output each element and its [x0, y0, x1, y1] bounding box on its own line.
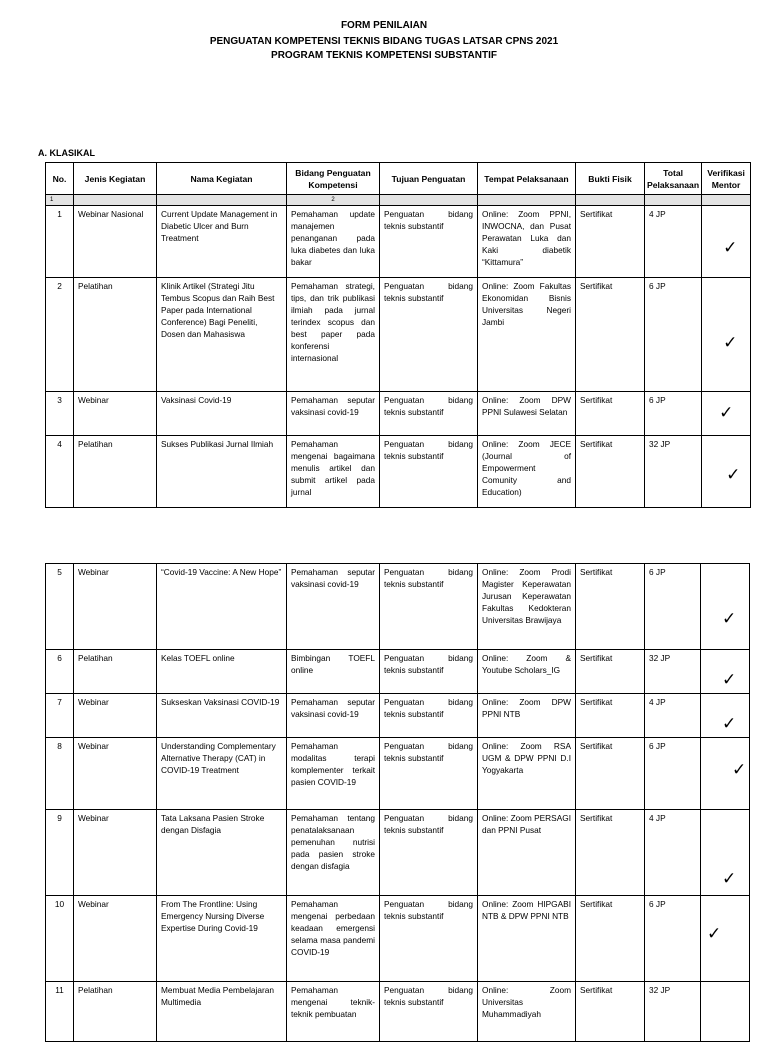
- strengthening-goal: Penguatan bidang teknis substantif: [380, 392, 478, 436]
- total-hours: 4 JP: [645, 810, 701, 896]
- total-hours: 6 JP: [645, 392, 702, 436]
- section-heading: A. KLASIKAL: [38, 148, 95, 158]
- strengthening-goal: Penguatan bidang teknis substantif: [380, 650, 478, 694]
- evidence: Sertifikat: [576, 436, 645, 508]
- venue: Online: Zoom DPW PPNI NTB: [478, 694, 576, 738]
- total-hours: 6 JP: [645, 896, 701, 982]
- activity-name: Kelas TOEFL online: [157, 650, 287, 694]
- table-row: [46, 896, 750, 982]
- table-row: [46, 810, 750, 896]
- row-number: 7: [46, 694, 74, 738]
- activity-type: Pelatihan: [74, 650, 157, 694]
- table-row: [46, 436, 751, 508]
- competency-field: Pemahaman update manajemen penanganan pada luka diabetes dan luka bakar: [287, 206, 380, 278]
- column-header-no: No.: [46, 163, 74, 195]
- strengthening-goal: Penguatan bidang teknis substantif: [380, 436, 478, 508]
- evidence: Sertifikat: [576, 278, 645, 392]
- competency-field: Pemahaman seputar vaksinasi covid-19: [287, 564, 380, 650]
- competency-field: Pemahaman mengenai bagaimana menulis artikel dan submit artikel pada jurnal: [287, 436, 380, 508]
- row-number: 10: [46, 896, 74, 982]
- activity-name: Sukseskan Vaksinasi COVID-19: [157, 694, 287, 738]
- check-mark-icon: ✓: [722, 714, 737, 734]
- mentor-verification: [701, 810, 750, 896]
- row-number: 3: [46, 392, 74, 436]
- activity-name: Klinik Artikel (Strategi Jitu Tembus Scopus dan Raih Best Paper pada International Conference) Bagi Peneliti, Dosen dan Mahasiswa: [157, 278, 287, 392]
- total-hours: 4 JP: [645, 206, 702, 278]
- column-header-bukti: Bukti Fisik: [576, 163, 645, 195]
- activity-name: Membuat Media Pembelajaran Multimedia: [157, 982, 287, 1042]
- column-header-verifikasi: Verifikasi Mentor: [702, 163, 751, 195]
- form-program: PROGRAM TEKNIS KOMPETENSI SUBSTANTIF: [271, 50, 497, 61]
- evidence: Sertifikat: [576, 206, 645, 278]
- table-row: [46, 392, 751, 436]
- strengthening-goal: Penguatan bidang teknis substantif: [380, 810, 478, 896]
- mentor-verification: [701, 694, 750, 738]
- check-mark-icon: ✓: [723, 238, 738, 258]
- form-title: FORM PENILAIAN: [340, 20, 428, 31]
- venue: Online: Zoom PPNI, INWOCNA, dan Pusat Perawatan Luka dan Kaki diabetik “Kittamura”: [478, 206, 576, 278]
- activity-type: Webinar: [74, 810, 157, 896]
- activity-type: Webinar: [74, 896, 157, 982]
- evidence: Sertifikat: [576, 896, 645, 982]
- column-header-tempat: Tempat Pelaksanaan: [478, 163, 576, 195]
- activity-type: Pelatihan: [74, 278, 157, 392]
- venue: Online: Zoom & Youtube Scholars_IG: [478, 650, 576, 694]
- mentor-verification: [702, 436, 751, 508]
- activity-name: From The Frontline: Using Emergency Nursing Diverse Expertise During Covid-19: [157, 896, 287, 982]
- competency-field: Pemahaman mengenai perbedaan keadaan emergensi selama masa pandemi COVID-19: [287, 896, 380, 982]
- activity-type: Pelatihan: [74, 982, 157, 1042]
- evidence: Sertifikat: [576, 810, 645, 896]
- evidence: Sertifikat: [576, 982, 645, 1042]
- form-subtitle: PENGUATAN KOMPETENSI TEKNIS BIDANG TUGAS LATSAR CPNS 2021: [209, 36, 559, 47]
- activity-type: Webinar: [74, 564, 157, 650]
- activity-type: Webinar: [74, 694, 157, 738]
- check-mark-icon: ✓: [722, 869, 737, 889]
- activity-name: Understanding Complementary Alternative Therapy (CAT) in COVID-19 Treatment: [157, 738, 287, 810]
- activity-name: Sukses Publikasi Jurnal Ilmiah: [157, 436, 287, 508]
- check-mark-icon: ✓: [723, 333, 738, 353]
- table-row: [46, 738, 750, 810]
- total-hours: 6 JP: [645, 278, 702, 392]
- venue: Online: Zoom RSA UGM & DPW PPNI D.I Yogyakarta: [478, 738, 576, 810]
- assessment-table-part-1: [45, 162, 751, 508]
- evidence: Sertifikat: [576, 694, 645, 738]
- activity-type: Webinar Nasional: [74, 206, 157, 278]
- check-mark-icon: ✓: [722, 670, 737, 690]
- total-hours: 4 JP: [645, 694, 701, 738]
- competency-field: Pemahaman seputar vaksinasi covid-19: [287, 694, 380, 738]
- row-number: 11: [46, 982, 74, 1042]
- competency-field: Pemahaman mengenai teknik-teknik pembuatan: [287, 982, 380, 1042]
- column-number: 2: [287, 195, 380, 206]
- evidence: Sertifikat: [576, 564, 645, 650]
- venue: Online: Zoom JECE (Journal of Empowerment Comunity and Education): [478, 436, 576, 508]
- column-header-nama: Nama Kegiatan: [157, 163, 287, 195]
- venue: Online: Zoom HIPGABI NTB & DPW PPNI NTB: [478, 896, 576, 982]
- venue: Online: Zoom PERSAGI dan PPNI Pusat: [478, 810, 576, 896]
- table-row: [46, 650, 750, 694]
- competency-field: Pemahaman seputar vaksinasi covid-19: [287, 392, 380, 436]
- check-mark-icon: ✓: [722, 609, 737, 629]
- strengthening-goal: Penguatan bidang teknis substantif: [380, 694, 478, 738]
- check-mark-icon: ✓: [707, 924, 722, 944]
- activity-name: “Covid-19 Vaccine: A New Hope”: [157, 564, 287, 650]
- activity-name: Tata Laksana Pasien Stroke dengan Disfagia: [157, 810, 287, 896]
- mentor-verification: [702, 392, 751, 436]
- competency-field: Pemahaman strategi, tips, dan trik publikasi ilmiah pada jurnal terindex scopus dan best paper pada konferensi internasional: [287, 278, 380, 392]
- venue: Online: Zoom Fakultas Ekonomidan Bisnis Universitas Negeri Jambi: [478, 278, 576, 392]
- total-hours: 32 JP: [645, 982, 701, 1042]
- total-hours: 32 JP: [645, 650, 701, 694]
- competency-field: Pemahaman modalitas terapi komplementer terkait pasien COVID-19: [287, 738, 380, 810]
- mentor-verification: [701, 650, 750, 694]
- mentor-verification: [701, 896, 750, 982]
- table-row: [46, 278, 751, 392]
- evidence: Sertifikat: [576, 738, 645, 810]
- strengthening-goal: Penguatan bidang teknis substantif: [380, 896, 478, 982]
- total-hours: 32 JP: [645, 436, 702, 508]
- assessment-table-part-2: [45, 563, 750, 1042]
- table-row: [46, 564, 750, 650]
- strengthening-goal: Penguatan bidang teknis substantif: [380, 206, 478, 278]
- column-number: 1: [46, 195, 74, 206]
- venue: Online: Zoom Universitas Muhammadiyah: [478, 982, 576, 1042]
- column-header-jenis: Jenis Kegiatan: [74, 163, 157, 195]
- strengthening-goal: Penguatan bidang teknis substantif: [380, 738, 478, 810]
- venue: Online: Zoom DPW PPNI Sulawesi Selatan: [478, 392, 576, 436]
- row-number: 6: [46, 650, 74, 694]
- activity-name: Vaksinasi Covid-19: [157, 392, 287, 436]
- total-hours: 6 JP: [645, 564, 701, 650]
- activity-name: Current Update Management in Diabetic Ulcer and Burn Treatment: [157, 206, 287, 278]
- mentor-verification: [702, 278, 751, 392]
- activity-type: Pelatihan: [74, 436, 157, 508]
- column-header-bidang: Bidang Penguatan Kompetensi: [287, 163, 380, 195]
- row-number: 9: [46, 810, 74, 896]
- table-row: [46, 982, 750, 1042]
- competency-field: Bimbingan TOEFL online: [287, 650, 380, 694]
- activity-type: Webinar: [74, 392, 157, 436]
- venue: Online: Zoom Prodi Magister Keperawatan Jurusan Keperawatan Fakultas Kedokteran Universitas Brawijaya: [478, 564, 576, 650]
- total-hours: 6 JP: [645, 738, 701, 810]
- row-number: 5: [46, 564, 74, 650]
- row-number: 8: [46, 738, 74, 810]
- table-row: [46, 694, 750, 738]
- row-number: 1: [46, 206, 74, 278]
- column-number-row: [46, 195, 751, 206]
- strengthening-goal: Penguatan bidang teknis substantif: [380, 278, 478, 392]
- row-number: 2: [46, 278, 74, 392]
- strengthening-goal: Penguatan bidang teknis substantif: [380, 564, 478, 650]
- evidence: Sertifikat: [576, 392, 645, 436]
- column-header-total: Total Pelaksanaan: [645, 163, 702, 195]
- evidence: Sertifikat: [576, 650, 645, 694]
- column-header-tujuan: Tujuan Penguatan: [380, 163, 478, 195]
- competency-field: Pemahaman tentang penatalaksanaan pemenuhan nutrisi pada pasien stroke dengan disfagia: [287, 810, 380, 896]
- row-number: 4: [46, 436, 74, 508]
- table-row: [46, 206, 751, 278]
- mentor-verification: [701, 982, 750, 1042]
- check-mark-icon: ✓: [719, 403, 734, 423]
- strengthening-goal: Penguatan bidang teknis substantif: [380, 982, 478, 1042]
- activity-type: Webinar: [74, 738, 157, 810]
- mentor-verification: [701, 738, 750, 810]
- mentor-verification: [701, 564, 750, 650]
- check-mark-icon: ✓: [732, 760, 747, 780]
- check-mark-icon: ✓: [726, 465, 741, 485]
- mentor-verification: [702, 206, 751, 278]
